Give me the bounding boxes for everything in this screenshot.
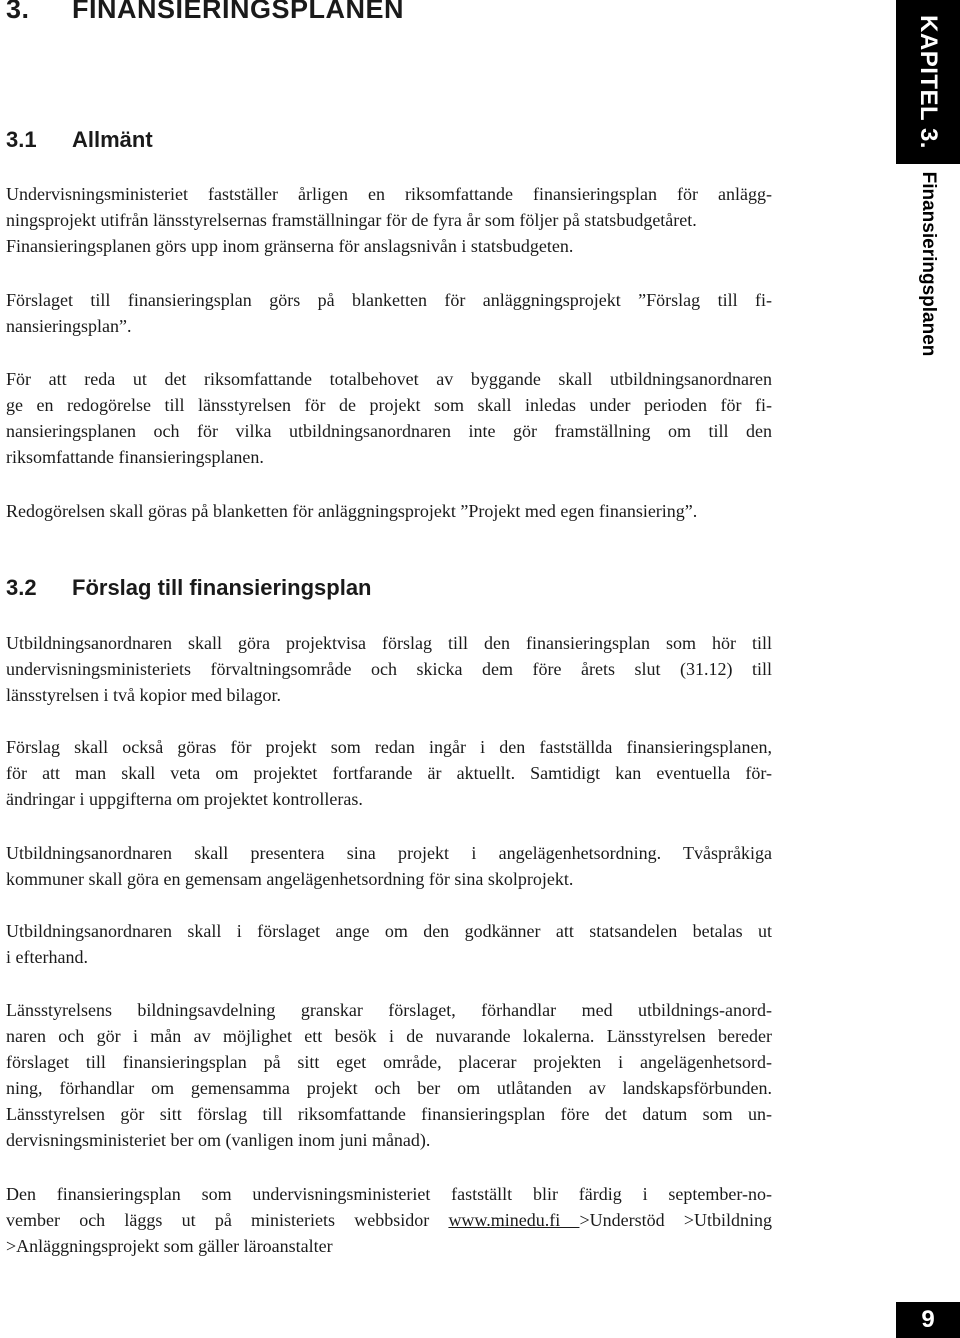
text-line: Länsstyrelsen gör sitt förslag till riksomfattande finansieringsplan före det datum som un-	[6, 1104, 772, 1124]
text-line: Den finansieringsplan som undervisningsministeriet fastställt blir färdig i september-no-	[6, 1184, 772, 1204]
paragraph	[6, 734, 772, 812]
paragraph	[6, 630, 772, 708]
minedu-link[interactable]: www.minedu.fi	[448, 1210, 580, 1230]
text-line: i efterhand.	[6, 947, 88, 967]
text-line: nansieringsplan”.	[6, 316, 132, 336]
text-line: Förslaget till finansieringsplan görs på blanketten för anläggningsprojekt ”Förslag till fi-	[6, 290, 772, 310]
text-line: >Anläggningsprojekt som gäller läroanstalter	[6, 1236, 333, 1256]
text-line: Förslag skall också göras för projekt som redan ingår i den fastställda finansieringsplanen,	[6, 737, 772, 757]
text-line: ningsprojekt utifrån länsstyrelsernas framställningar för de fyra år som följer på statsbudgetåret.	[6, 210, 697, 230]
section-heading-3-2	[6, 575, 372, 601]
text-line: länsstyrelsen i två kopior med bilagor.	[6, 685, 281, 705]
section-side-label: Finansieringsplanen	[918, 171, 939, 357]
section-number: 3.2	[6, 575, 37, 600]
chapter-tab-label: KAPITEL 3.	[915, 15, 942, 149]
section-heading-3-1	[6, 127, 153, 153]
text-line: Länsstyrelsens bildningsavdelning granskar förslaget, förhandlar med utbildnings-anord-	[6, 1000, 772, 1020]
text-line	[6, 1207, 772, 1233]
text-line: För att reda ut det riksomfattande totalbehovet av byggande skall utbildningsanordnaren	[6, 369, 772, 389]
chapter-number: 3.	[6, 0, 30, 24]
paragraph	[6, 366, 772, 470]
text-line: Finansieringsplanen görs upp inom gränserna för anslagsnivån i statsbudgeten.	[6, 236, 574, 256]
text-line: förslaget till finansieringsplan på sitt eget område, placerar projekten i angelägenhetsord-	[6, 1052, 772, 1072]
paragraph	[6, 840, 772, 892]
text-line: Redogörelsen skall göras på blanketten för anläggningsprojekt ”Projekt med egen finansiering”.	[6, 501, 698, 521]
text-line: ändringar i uppgifterna om projektet kontrolleras.	[6, 789, 363, 809]
text-line: ge en redogörelse till länsstyrelsen för de projekt som skall inledas under perioden för fi-	[6, 395, 772, 415]
paragraph	[6, 498, 772, 524]
page-number-box	[896, 1302, 960, 1338]
paragraph	[6, 1181, 772, 1259]
text-line: kommuner skall göra en gemensam angelägenhetsordning för sina skolprojekt.	[6, 869, 574, 889]
paragraph	[6, 918, 772, 970]
paragraph	[6, 997, 772, 1153]
section-title: Allmänt	[72, 127, 153, 152]
text-line: naren och gör i mån av möjlighet ett besök i de nuvarande lokalerna. Länsstyrelsen bereder	[6, 1026, 772, 1046]
text-line: riksomfattande finansieringsplanen.	[6, 447, 264, 467]
paragraph	[6, 181, 772, 259]
text-span: vember och läggs ut på ministeriets webbsidor	[6, 1210, 449, 1230]
text-line: Utbildningsanordnaren skall i förslaget ange om den godkänner att statsandelen betalas ut	[6, 921, 772, 941]
paragraph	[6, 287, 772, 339]
chapter-title-text: FINANSIERINGSPLANEN	[72, 0, 405, 24]
text-line: Utbildningsanordnaren skall presentera sina projekt i angelägenhetsordning. Tvåspråkiga	[6, 843, 772, 863]
page-number: 9	[921, 1306, 935, 1333]
text-line: nansieringsplanen och för vilka utbildningsanordnaren inte gör framställning om till den	[6, 421, 772, 441]
section-number: 3.1	[6, 127, 37, 152]
text-line: undervisningsministeriets förvaltningsområde och skicka dem före årets slut (31.12) till	[6, 659, 772, 679]
chapter-title	[6, 0, 404, 25]
text-span: >Understöd >Utbildning	[579, 1210, 772, 1230]
text-line: Undervisningsministeriet fastställer årligen en riksomfattande finansieringsplan för anlägg-	[6, 184, 772, 204]
text-line: ning, förhandlar om gemensamma projekt och ber om utlåtanden av landskapsförbunden.	[6, 1078, 772, 1098]
text-line: dervisningsministeriet ber om (vanligen inom juni månad).	[6, 1130, 431, 1150]
text-line: för att man skall veta om projektet fortfarande är aktuellt. Samtidigt kan eventuella för-	[6, 763, 772, 783]
text-line: Utbildningsanordnaren skall göra projektvisa förslag till den finansieringsplan som hör till	[6, 633, 772, 653]
section-title: Förslag till finansieringsplan	[72, 575, 372, 600]
